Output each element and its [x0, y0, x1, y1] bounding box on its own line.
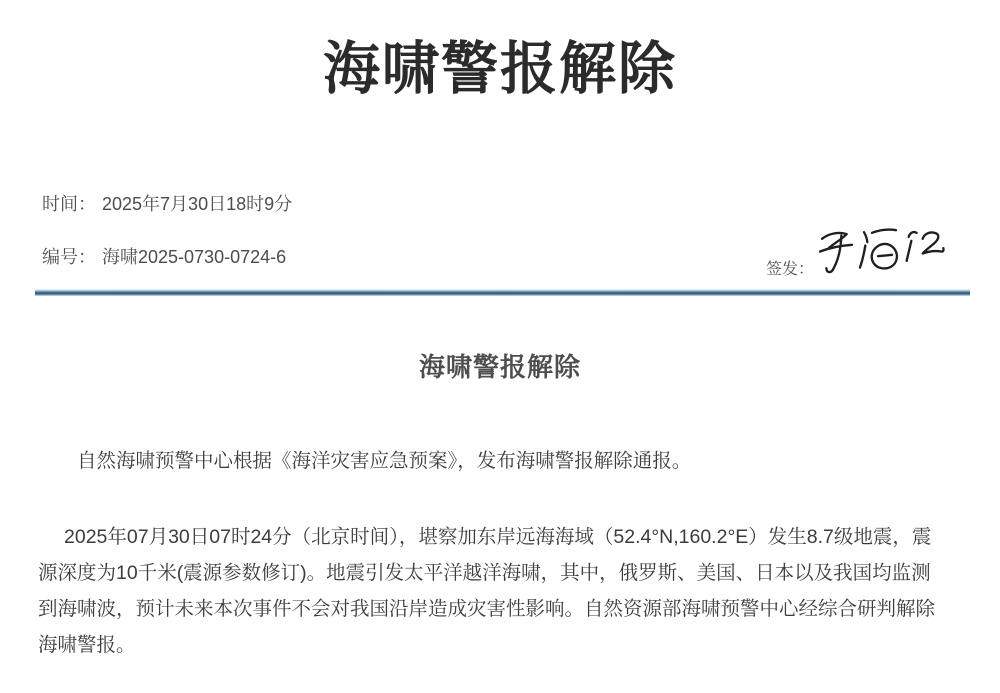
paragraph-intro: 自然海啸预警中心根据《海洋灾害应急预案》，发布海啸警报解除通报。	[77, 450, 692, 472]
number-value: 海啸2025-0730-0724-6	[102, 247, 287, 267]
signature-stroke	[820, 245, 852, 252]
paragraph-details	[38, 519, 964, 663]
paragraph-details-line-1: 2025年07月30日07时24分（北京时间），堪察加东岸远海海域（52.4°N,160.2°E）发生8.7级地震，震	[64, 526, 932, 548]
signature-stroke	[907, 241, 912, 261]
issue-time-line	[42, 193, 292, 215]
document-number-line	[42, 246, 286, 268]
signature-stroke	[909, 232, 917, 237]
body-subtitle: 海啸警报解除	[418, 352, 581, 382]
paragraph-details-line-3: 到海啸波，预计未来本次事件不会对我国沿岸造成灾害性影响。自然资源部海啸预警中心经综合研判解除	[38, 598, 936, 620]
sign-label: 签发：	[766, 261, 815, 278]
paragraph-details-line-4: 海啸警报。	[38, 634, 136, 656]
time-value: 2025年7月30日18时9分	[102, 194, 293, 214]
handwritten-signature	[798, 214, 958, 292]
time-label: 时间：	[42, 194, 96, 214]
signature-stroke	[923, 232, 944, 253]
page-title: 海啸警报解除	[323, 37, 677, 101]
signature-stroke	[864, 232, 867, 242]
paragraph-details-line-2: 源深度为10千米(震源参数修订)。地震引发太平洋越洋海啸，其中，俄罗斯、美国、日本以及我国均监测	[38, 562, 931, 584]
number-label: 编号：	[42, 247, 96, 267]
header-divider-rule	[35, 289, 970, 296]
signature-stroke	[872, 230, 896, 233]
signature-stroke	[878, 255, 892, 256]
signature-stroke	[860, 246, 865, 268]
